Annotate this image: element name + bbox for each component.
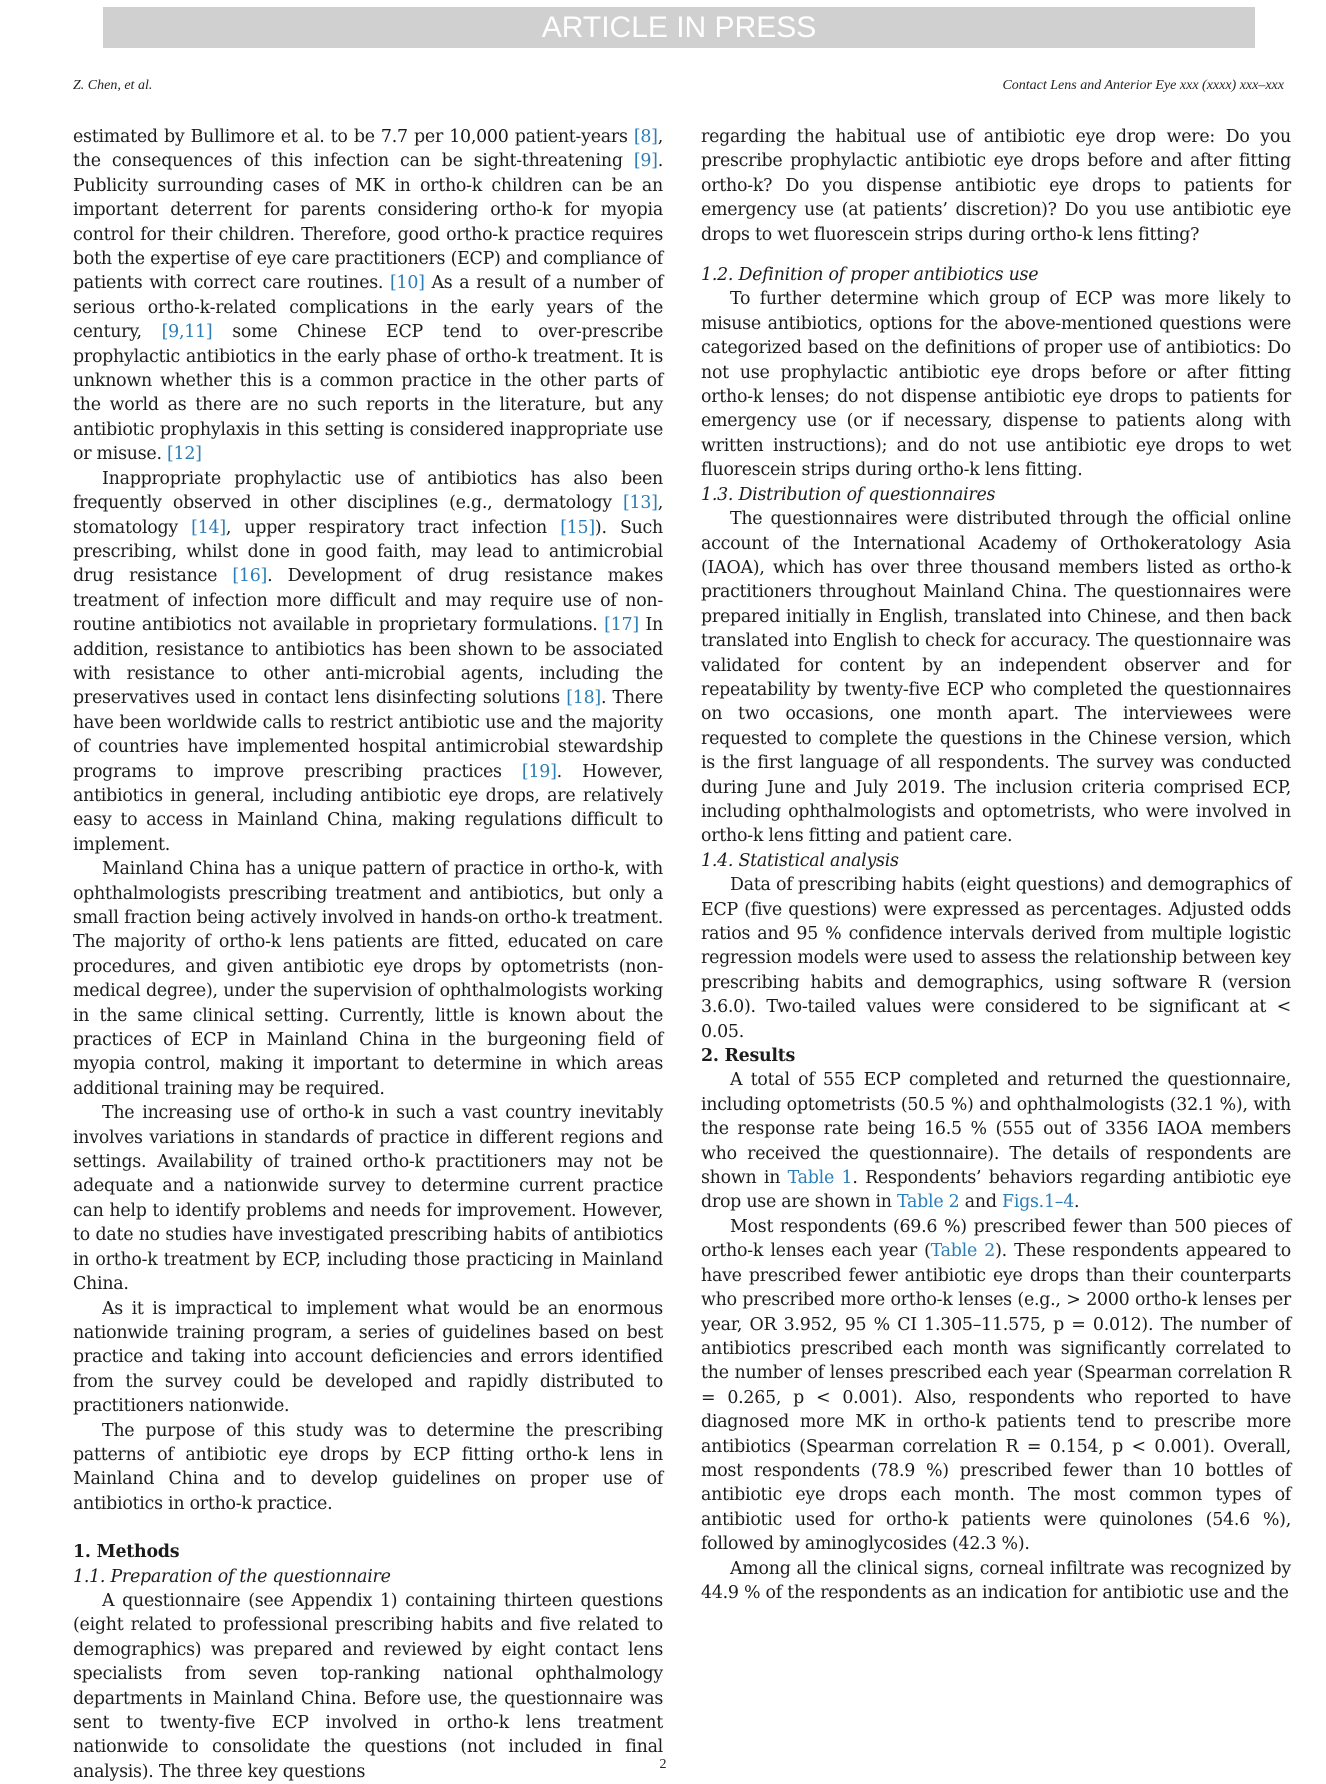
table-link[interactable]: Table 2 bbox=[897, 1192, 960, 1213]
reference-link[interactable]: [13] bbox=[623, 493, 658, 514]
running-head-journal: Contact Lens and Anterior Eye xxx (xxxx) xxx–xxx bbox=[1002, 78, 1284, 93]
section-heading-methods: 1. Methods bbox=[73, 1542, 180, 1563]
article-in-press-banner: ARTICLE IN PRESS bbox=[103, 7, 1255, 48]
paragraph: The increasing use of ortho-k in such a vast country inevitably involves variations in standards of practice in different regions and settings. Availability of trained ortho-k practitioners may not be adequate and a nationwide survey to determine current practice can help to identify problems and needs for improvement. However, to date no studies have investigated prescribing habits of antibiotics in ortho-k treatment by ECP, including those practicing in Mainland China. bbox=[73, 1103, 663, 1295]
reference-link[interactable]: [17] bbox=[604, 615, 639, 636]
reference-link[interactable]: [18] bbox=[566, 688, 601, 709]
paragraph: Inappropriate prophylactic use of antibiotics has also been frequently observed in other disciplines (e.g., dermatology [13], stomatology [14], upper respiratory tract infection [15]). Such prescribing, whilst done in good faith, may lead to antimicrobial drug resistance [16]. Development of drug resistance makes treatment of infection more difficult and may require use of non-routine antibiotics not available in proprietary formulations. [17] In addition, resistance to antibiotics has been shown to be associated with resistance to other anti-microbial agents, including the preservatives used in contact lens disinfecting solutions [18]. There have been worldwide calls to restrict antibiotic use and the majority of countries have implemented hospital antimicrobial stewardship programs to improve prescribing practices [19]. However, antibiotics in general, including antibiotic eye drops, are relatively easy to access in Mainland China, making regulations difficult to implement. bbox=[73, 468, 663, 855]
reference-link[interactable]: [19] bbox=[521, 761, 557, 782]
right-column bbox=[701, 125, 1291, 1605]
subsection-heading: 1.2. Definition of proper antibiotics use bbox=[701, 265, 1039, 286]
paragraph: Among all the clinical signs, corneal infiltrate was recognized by 44.9 % of the respondents as an indication for antibiotic use and the bbox=[701, 1558, 1291, 1603]
table-link[interactable]: Table 2 bbox=[930, 1241, 996, 1262]
paragraph: Mainland China has a unique pattern of practice in ortho-k, with ophthalmologists prescribing treatment and antibiotics, but only a small fraction being actively involved in hands-on ortho-k treatment. The majority of ortho-k lens patients are fitted, educated on care procedures, and given antibiotic eye drops by optometrists (non-medical degree), under the supervision of ophthalmologists working in the same clinical setting. Currently, little is known about the practices of ECP in Mainland China in the burgeoning field of myopia control, making it important to determine in which areas additional training may be required. bbox=[73, 859, 663, 1099]
paragraph: Data of prescribing habits (eight questions) and demographics of ECP (five questions) were expressed as percentages. Adjusted odds ratios and 95 % confidence intervals derived from multiple logistic regression models were used to assess the relationship between key prescribing habits and demographics, using software R (version 3.6.0). Two-tailed values were considered to be significant at < 0.05. bbox=[701, 875, 1291, 1042]
subsection-heading: 1.4. Statistical analysis bbox=[701, 850, 899, 871]
reference-link[interactable]: [9] bbox=[633, 151, 658, 172]
paragraph: A total of 555 ECP completed and returned the questionnaire, including optometrists (50.5 %) and ophthalmologists (32.1 %), with the response rate being 16.5 % (555 out of 3356 IAOA members who received the questionnaire). The details of respondents are shown in Table 1. Respondents’ behaviors regarding antibiotic eye drop use are shown in Table 2 and Figs.1–4. bbox=[701, 1070, 1291, 1213]
reference-link[interactable]: [16] bbox=[232, 566, 268, 587]
paragraph: To further determine which group of ECP was more likely to misuse antibiotics, options for the above-mentioned questions were categorized based on the definitions of proper use of antibiotics: Do not use prophylactic antibiotic eye drops before or after fitting ortho-k lenses; do not dispense antibiotic eye drops to patients for emergency use (or if necessary, dispense to patients along with written instructions); and do not use antibiotic eye drops to wet fluorescein strips during ortho-k lens fitting. bbox=[701, 289, 1291, 481]
table-link[interactable]: Table 1 bbox=[787, 1168, 853, 1189]
reference-link[interactable]: [8] bbox=[633, 127, 658, 147]
paragraph: A questionnaire (see Appendix 1) containing thirteen questions (eight related to professional prescribing habits and five related to demographics) was prepared and reviewed by eight contact lens specialists from seven top-ranking national ophthalmology departments in Mainland China. Before use, the questionnaire was sent to twenty-five ECP involved in ortho-k lens treatment nationwide to consolidate the questions (not included in final analysis). The three key questions bbox=[73, 1590, 663, 1782]
section-heading-results: 2. Results bbox=[701, 1046, 796, 1067]
reference-link[interactable]: [9,11] bbox=[161, 322, 213, 343]
left-column bbox=[73, 125, 663, 1784]
subsection-heading: 1.1. Preparation of the questionnaire bbox=[73, 1566, 391, 1587]
paragraph: The purpose of this study was to determine the prescribing patterns of antibiotic eye drops by ECP fitting ortho-k lens in Mainland China and to develop guidelines on proper use of antibiotics in ortho-k practice. bbox=[73, 1420, 663, 1514]
reference-link[interactable]: [15] bbox=[560, 517, 595, 538]
figure-link[interactable]: Figs.1–4 bbox=[1002, 1192, 1075, 1213]
running-head-authors: Z. Chen, et al. bbox=[73, 78, 153, 93]
paragraph: estimated by Bullimore et al. to be 7.7 per 10,000 patient-years [8], the consequences of this infection can be sight-threatening [9]. Publicity surrounding cases of MK in ortho-k children can be an important deterrent for parents considering ortho-k for myopia control for their children. Therefore, good ortho-k practice requires both the expertise of eye care practitioners (ECP) and compliance of patients with correct care routines. [10] As a result of a number of serious ortho-k-related complications in the early years of the century, [9,11] some Chinese ECP tend to over-prescribe prophylactic antibiotics in the early phase of ortho-k treatment. It is unknown whether this is a common practice in the other parts of the world as there are no such reports in the literature, but any antibiotic prophylaxis in this setting is considered inappropriate use or misuse. [12] bbox=[73, 127, 664, 465]
reference-link[interactable]: [14] bbox=[191, 517, 226, 538]
paragraph: The questionnaires were distributed through the official online account of the International Academy of Orthokeratology Asia (IAOA), which has over three thousand members listed as ortho-k practitioners throughout Mainland China. The questionnaires were prepared initially in English, translated into Chinese, and then back translated into English to check for accuracy. The questionnaire was validated for content by an independent observer and for repeatability by twenty-five ECP who completed the questionnaires on two occasions, one month apart. The interviewees were requested to complete the questions in the Chinese version, which is the first language of all respondents. The survey was conducted during June and July 2019. The inclusion criteria comprised ECP, including ophthalmologists and optometrists, who were involved in ortho-k lens fitting and patient care. bbox=[701, 509, 1291, 847]
paragraph: regarding the habitual use of antibiotic eye drop were: Do you prescribe prophylactic antibiotic eye drops before and after fitting ortho-k? Do you dispense antibiotic eye drops to patients for emergency use (at patients’ discretion)? Do you use antibiotic eye drops to wet fluorescein strips during ortho-k lens fitting? bbox=[701, 127, 1291, 245]
paragraph: As it is impractical to implement what would be an enormous nationwide training program, a series of guidelines based on best practice and taking into account deficiencies and errors identified from the survey could be developed and rapidly distributed to practitioners nationwide. bbox=[73, 1298, 663, 1417]
paragraph: Most respondents (69.6 %) prescribed fewer than 500 pieces of ortho-k lenses each year (Table 2). These respondents appeared to have prescribed fewer antibiotic eye drops than their counterparts who prescribed more ortho-k lenses (e.g., > 2000 ortho-k lenses per year, OR 3.952, 95 % CI 1.305–11.575, p = 0.012). The number of antibiotics prescribed each month was significantly correlated to the number of lenses prescribed each year (Spearman correlation R = 0.265, p < 0.001). Also, respondents who reported to have diagnosed more MK in ortho-k patients tend to prescribe more antibiotics (Spearman correlation R = 0.154, p < 0.001). Overall, most respondents (78.9 %) prescribed fewer than 10 bottles of antibiotic eye drops each month. The most common types of antibiotic used for ortho-k patients were quinolones (54.6 %), followed by aminoglycosides (42.3 %). bbox=[701, 1216, 1291, 1555]
reference-link[interactable]: [10] bbox=[389, 273, 425, 294]
page-number: 2 bbox=[659, 1757, 667, 1772]
subsection-heading: 1.3. Distribution of questionnaires bbox=[701, 484, 996, 505]
reference-link[interactable]: [12] bbox=[167, 444, 202, 465]
